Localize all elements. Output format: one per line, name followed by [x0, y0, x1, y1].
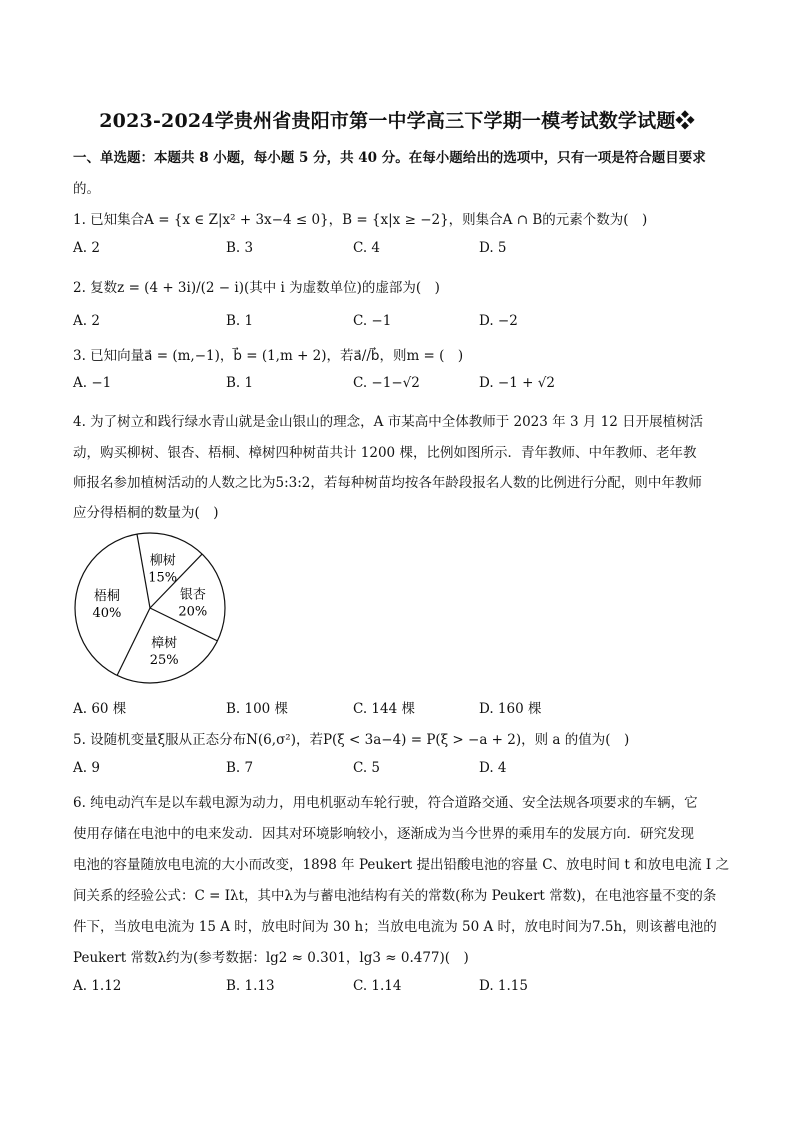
- pie-chart: [70, 530, 230, 690]
- question-4-line-1: 4. 为了树立和践行绿水青山就是金山银山的理念，A 市某高中全体教师于 2023 年 3 月 12 日开展植树活: [73, 414, 704, 430]
- option-d: D. 5: [479, 240, 507, 256]
- question-4-line-4: 应分得梧桐的数量为( ): [73, 505, 219, 521]
- question-6-line-4: 间关系的经验公式：C = Iλt，其中λ为与蓄电池结构有关的常数(称为 Peukert 常数)，在电池容量不变的条: [73, 888, 717, 904]
- question-6-line-5: 件下，当放电电流为 15 A 时，放电时间为 30 h；当放电电流为 50 A 时，放电时间为7.5h，则该蓄电池的: [73, 919, 717, 935]
- option-c: C. 5: [353, 760, 381, 776]
- pie-slice-percent: 15%: [148, 570, 178, 586]
- option-a: A. 9: [73, 760, 100, 776]
- option-c: C. −1: [353, 313, 392, 329]
- question-2-stem: 2. 复数z = (4 + 3i)/(2 − i)(其中 i 为虚数单位)的虚部为( ): [73, 280, 440, 296]
- question-1-stem: 1. 已知集合A = {x ∈ Z|x² + 3x−4 ≤ 0}，B = {x|x ≥ −2}，则集合A ∩ B的元素个数为( ): [73, 212, 648, 228]
- question-6-line-6: Peukert 常数λ约为(参考数据：lg2 ≈ 0.301，lg3 ≈ 0.477)( ): [73, 950, 469, 966]
- option-a: A. 2: [73, 313, 100, 329]
- section-header-line1: 一、单选题：本题共 8 小题，每小题 5 分，共 40 分。在每小题给出的选项中，只有一项是符合题目要求: [73, 150, 706, 166]
- question-6-line-2: 使用存储在电池中的电来发动．因其对环境影响较小，逐渐成为当今世界的乘用车的发展方向．研究发现: [73, 826, 694, 842]
- option-b: B. 3: [226, 240, 254, 256]
- option-d: D. −2: [479, 313, 518, 329]
- section-header-line2: 的。: [73, 181, 100, 197]
- pie-slice-name: 银杏: [179, 587, 206, 603]
- pie-slice-percent: 25%: [149, 653, 179, 669]
- question-6-line-3: 电池的容量随放电电流的大小而改变，1898 年 Peukert 提出铅酸电池的容量 C、放电时间 t 和放电电流 I 之: [73, 857, 729, 873]
- option-c: C. −1−√2: [353, 375, 420, 391]
- option-d: D. 1.15: [479, 978, 528, 994]
- option-a: A. −1: [73, 375, 112, 391]
- pie-slice-name: 柳树: [149, 553, 176, 569]
- pie-slice-percent: 40%: [92, 605, 122, 621]
- question-4-line-3: 师报名参加植树活动的人数之比为5:3:2，若每种树苗均按各年龄段报名人数的比例进行分配，则中年教师: [73, 475, 702, 491]
- option-a: A. 1.12: [73, 978, 122, 994]
- option-d: D. −1 + √2: [479, 375, 555, 391]
- option-d: D. 4: [479, 760, 507, 776]
- option-b: B. 1.13: [226, 978, 275, 994]
- option-a: A. 2: [73, 240, 100, 256]
- option-b: B. 7: [226, 760, 254, 776]
- option-c: C. 1.14: [353, 978, 402, 994]
- question-3-stem: 3. 已知向量a⃗ = (m,−1)，b⃗ = (1,m + 2)，若a⃗//b⃗，则m = ( ): [73, 348, 464, 364]
- option-c: C. 4: [353, 240, 381, 256]
- option-b: B. 100 棵: [226, 701, 289, 717]
- option-b: B. 1: [226, 375, 254, 391]
- question-4-line-2: 动，购买柳树、银杏、梧桐、樟树四种树苗共计 1200 棵，比例如图所示．青年教师、中年教师、老年教: [73, 445, 697, 461]
- pie-slice-percent: 20%: [178, 604, 208, 620]
- pie-slice-name: 樟树: [151, 636, 178, 652]
- option-d: D. 160 棵: [479, 701, 542, 717]
- option-c: C. 144 棵: [353, 701, 415, 717]
- page-title: 2023-2024学贵州省贵阳市第一中学高三下学期一模考试数学试题❖: [99, 110, 695, 132]
- option-a: A. 60 棵: [73, 701, 127, 717]
- question-6-line-1: 6. 纯电动汽车是以车载电源为动力，用电机驱动车轮行驶，符合道路交通、安全法规各项要求的车辆，它: [73, 795, 698, 811]
- pie-slice-name: 梧桐: [93, 588, 120, 604]
- option-b: B. 1: [226, 313, 254, 329]
- question-5-stem: 5. 设随机变量ξ服从正态分布N(6,σ²)，若P(ξ < 3a−4) = P(ξ > −a + 2)，则 a 的值为( ): [73, 732, 630, 748]
